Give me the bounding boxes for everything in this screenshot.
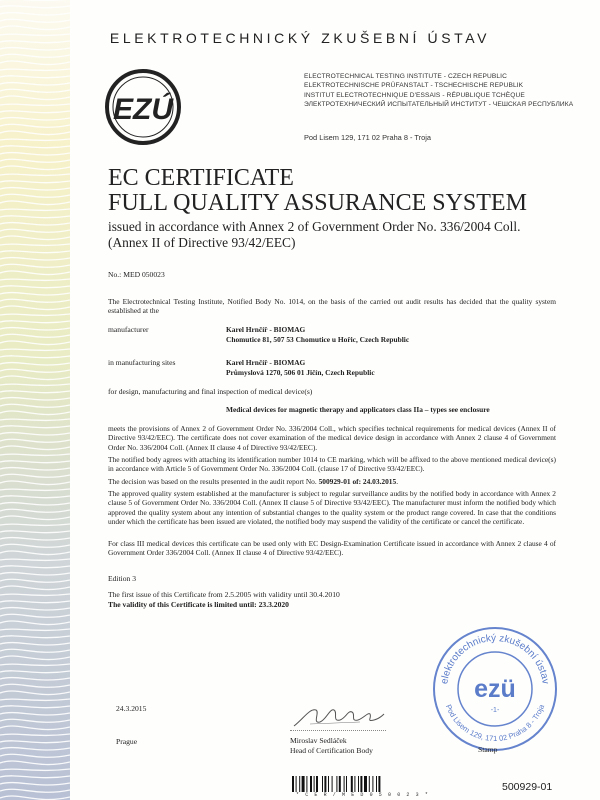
barcode-bar: [376, 776, 377, 792]
stamp-number: -1-: [490, 707, 500, 714]
paragraph-surveillance: The approved quality system established at the manufacturer is subject to regular surveillance audits by the notified body in accordance with Annex 2 clause 5 of Government Order No. 336/2004 Coll. (Annex II clause 5 of Directive 93/42/EEC). The manufacturer must inform the notified body which approved the quality system about any intention of substantial changes to the quality system or the product range covered. In case that the conditions under which the certificate has been issued are violated, the notified body may suspend the validity of the certificate or cancel the certificate.: [108, 489, 556, 527]
paragraph-class-iii: For class III medical devices this certificate can be used only with EC Design-Examination Certificate issued in accordance with Annex 2 clause 4 of Government Order 336/2004 Coll. (Annex II clause 4 of Directive 93/42/EEC).: [108, 539, 556, 558]
paragraph-affix: The notified body agrees with attaching its identification number 1014 to CE marking, which will be affixed to the above mentioned medical device(s) in accordance with Article 5 of Government Order No. 336/2004 Coll. (clause 17 of Directive 93/42/EEC).: [108, 455, 556, 474]
subtitle-line-2: (Annex II of Directive 93/42/EEC): [108, 235, 296, 250]
institute-name-ru: ЭЛЕКТРОТЕХНИЧЕСКИЙ ИСПЫТАТЕЛЬНЫЙ ИНСТИТУТ - ЧЕШСКАЯ РЕСПУБЛИКА: [304, 101, 574, 109]
certificate-subtitle: [108, 219, 520, 251]
barcode-bar: [360, 776, 362, 792]
stamp-center-text: ezü: [474, 675, 516, 703]
barcode-bar: [354, 776, 355, 792]
signer-title: Head of Certification Body: [290, 746, 373, 755]
institute-address: Pod Lisem 129, 171 02 Praha 8 - Troja: [304, 133, 431, 142]
barcode-bar: [328, 776, 329, 792]
barcode-bar: [336, 776, 337, 792]
title-line-1: EC CERTIFICATE: [108, 165, 294, 191]
certificate-title: [108, 166, 527, 216]
barcode-icon: [292, 776, 438, 792]
barcode-bar: [314, 776, 315, 792]
barcode-bar: [364, 776, 367, 792]
scope-devices: Medical devices for magnetic therapy and applicators class IIa – types see enclosure: [226, 405, 490, 414]
site-address: Průmyslová 1270, 506 01 Jičín, Czech Republic: [226, 368, 375, 377]
barcode-bar: [372, 776, 373, 792]
edition: Edition 3: [108, 574, 137, 583]
subtitle-line-1: issued in accordance with Annex 2 of Government Order No. 336/2004 Coll.: [108, 219, 521, 234]
institute-name-de: ELEKTROTECHNISCHE PRÜFANSTALT - TSCHECHISCHE REPUBLIK: [304, 82, 524, 90]
certificate-number: No.: MED 050023: [108, 270, 165, 279]
barcode-bar: [322, 776, 323, 792]
signature-icon: [290, 700, 386, 730]
wave-pattern: [0, 0, 70, 800]
decorative-side-band: [0, 0, 70, 800]
barcode-bar: [369, 776, 370, 792]
decision-report: 500929-01 of: 24.03.2015: [318, 477, 397, 486]
title-line-2: FULL QUALITY ASSURANCE SYSTEM: [108, 190, 527, 216]
site-name: Karel Hrnčíř - BIOMAG: [226, 358, 306, 367]
signature-line: [290, 730, 386, 731]
institute-name-translations: [304, 72, 573, 110]
issue-date: 24.3.2015: [116, 704, 147, 713]
barcode-bar: [332, 776, 333, 792]
stamp-ring-text: elektrotechnický zkušební ústav: [439, 632, 551, 685]
institute-name-en: ELECTROTECHNICAL TESTING INSTITUTE - CZECH REPUBLIC: [304, 73, 507, 80]
ezu-logo-icon: [103, 67, 183, 147]
signer-name: Miroslav Sedláček: [290, 736, 347, 745]
barcode-bar: [316, 776, 318, 792]
document-number: 500929-01: [502, 781, 553, 793]
logo-text: EZÚ: [113, 93, 173, 126]
barcode-text: * C E R / M E D 0 5 0 0 2 3 *: [296, 792, 430, 798]
barcode-bar: [324, 776, 326, 792]
barcode-bar: [299, 776, 300, 792]
manufacturer-label: manufacturer: [108, 325, 149, 334]
issue-place: Prague: [116, 737, 138, 746]
barcode-bar: [306, 776, 307, 792]
barcode-bar: [358, 776, 359, 792]
decision-suffix: .: [396, 477, 399, 486]
manufacturer-address: Chomutice 81, 507 53 Chomutice u Hořic, Czech Republic: [226, 335, 410, 344]
intro-paragraph: The Electrotechnical Testing Institute, Notified Body No. 1014, on the basis of the carried out audit results has decided that the quality system established at the: [108, 297, 556, 316]
first-issue: The first issue of this Certificate from 2.5.2005 with validity until 30.4.2010: [108, 590, 340, 599]
barcode-bar: [346, 776, 347, 792]
barcode-bar: [302, 776, 305, 792]
barcode-bar: [344, 776, 345, 792]
institute-name: ELEKTROTECHNICKÝ ZKUŠEBNÍ ÚSTAV: [109, 30, 491, 46]
paragraph-decision: [108, 477, 556, 486]
barcode-bar: [378, 776, 380, 792]
scope-intro: for design, manufacturing and final inspection of medical device(s): [108, 387, 313, 396]
stamp-label: Stamp: [478, 745, 498, 754]
barcode-bar: [351, 776, 353, 792]
validity-limit: The validity of this Certificate is limited until: 23.3.2020: [108, 600, 289, 609]
barcode-bar: [339, 776, 341, 792]
paragraph-meets: meets the provisions of Annex 2 of Government Order No. 336/2004 Coll., which specifies technical requirements for medical devices (Annex II of Directive 93/42/EEC). The certificate does not cover examination of the medical device design in accordance with Annex 2 clause 4 of Government Order No. 336/2004 Coll. (Annex II clause 4 of Directive 93/42/EEC).: [108, 424, 556, 452]
institute-name-fr: INSTITUT ELECTROTECHNIQUE D'ESSAIS - RÉPUBLIQUE TCHÈQUE: [304, 91, 525, 99]
manufacturer-name: Karel Hrnčíř - BIOMAG: [226, 325, 306, 334]
barcode-bar: [310, 776, 312, 792]
manufacturing-sites-label: in manufacturing sites: [108, 358, 176, 367]
barcode-bar: [296, 776, 297, 792]
stamp-address-text: Pod Lisem 129, 171 02 Praha 8 - Troja: [443, 703, 547, 744]
barcode-bar: [292, 776, 294, 792]
decision-prefix: The decision was based on the results presented in the audit report No.: [108, 477, 319, 486]
official-stamp-icon: [430, 624, 560, 754]
